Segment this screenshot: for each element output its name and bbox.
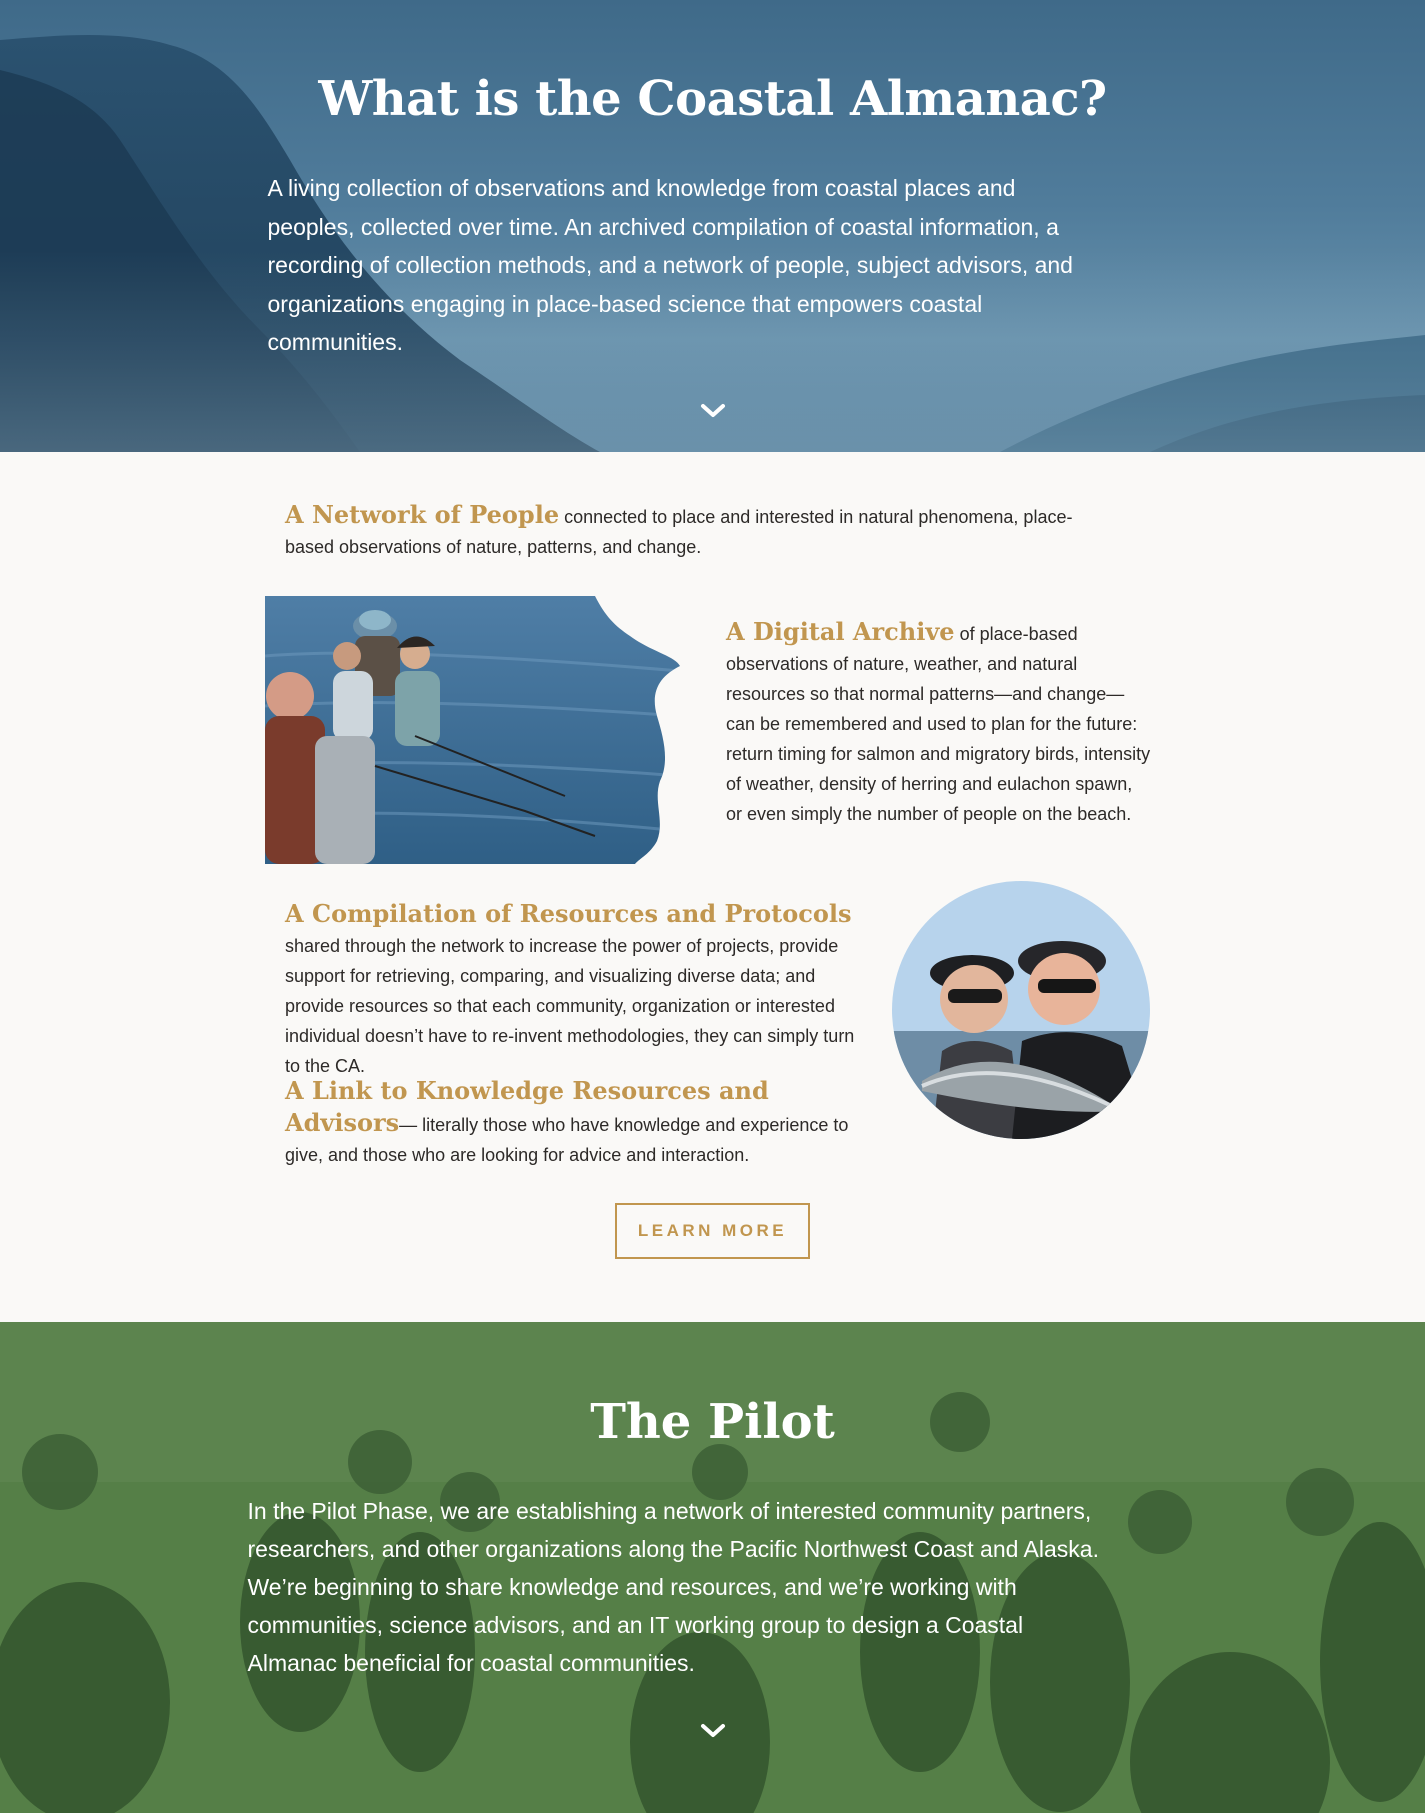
about-section	[0, 452, 1425, 1322]
chevron-down-icon[interactable]	[699, 402, 727, 420]
pilot-section	[0, 1322, 1425, 1813]
compilation-text: shared through the network to increase the power of projects, provide support for retrieving, comparing, and visualizing diverse data; and provide resources so that each community, organization or interested individual doesn’t have to re-invent methodologies, they can simply turn to the CA.	[285, 936, 855, 1076]
fishing-photo	[265, 596, 680, 864]
archive-block	[726, 617, 1151, 829]
network-heading: A Network of People	[285, 500, 560, 529]
link-block	[285, 1076, 855, 1170]
pilot-title: The Pilot	[590, 1394, 835, 1450]
compilation-heading: A Compilation of Resources and Protocols	[285, 899, 852, 928]
archive-heading: A Digital Archive	[726, 617, 955, 646]
link-heading: A Link to Knowledge Resources and Advisors	[285, 1076, 769, 1137]
hero-title: What is the Coastal Almanac?	[318, 71, 1107, 127]
chevron-down-icon[interactable]	[699, 1722, 727, 1740]
link-text: — literally those who have knowledge and experience to give, and those who are looking for advice and interaction.	[285, 1115, 849, 1165]
fish-holders-photo	[892, 881, 1150, 1139]
network-block	[285, 500, 1085, 562]
hero-description: A living collection of observations and knowledge from coastal places and peoples, collected over time. An archived compilation of coastal information, a recording of collection methods, and a network of people, subject advisors, and organizations engaging in place-based science that empowers coastal communities.	[267, 175, 1073, 355]
compilation-block	[285, 899, 855, 1081]
hero-section	[0, 0, 1425, 452]
learn-more-button[interactable]: LEARN MORE	[615, 1203, 810, 1259]
archive-text: of place-based observations of nature, weather, and natural resources so that normal patterns—and change—can be remembered and used to plan for the future: return timing for salmon and migratory birds, intensity of weather, density of herring and eulachon spawn, or even simply the number of people on the beach.	[726, 624, 1151, 824]
pilot-description: In the Pilot Phase, we are establishing a network of interested community partners, researchers, and other organizations along the Pacific Northwest Coast and Alaska. We’re beginning to share knowledge and resources, and we’re working with communities, science advisors, and an IT working group to design a Coastal Almanac beneficial for coastal communities.	[247, 1498, 1099, 1676]
network-text: connected to place and interested in natural phenomena, place-based observations of nature, patterns, and change.	[285, 507, 1073, 557]
